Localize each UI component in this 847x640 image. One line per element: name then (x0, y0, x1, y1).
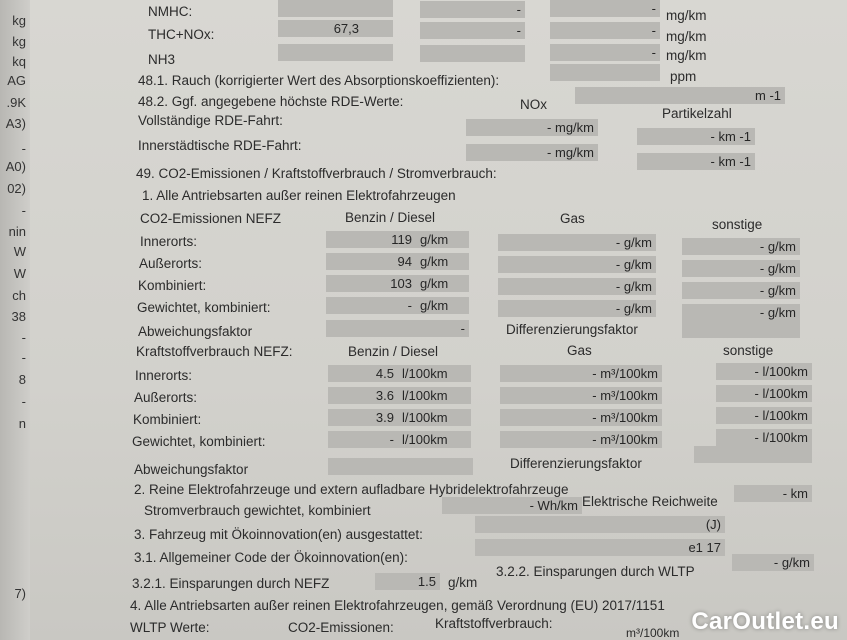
fuel_rows-gas-cell: - m³/100km (500, 431, 662, 448)
fuel_rows-sonstige-cell: - l/100km (716, 385, 812, 402)
margin-fragment: W (13, 266, 26, 281)
benzin-value: 3.6 (375, 388, 394, 403)
section-49-4: 4. Alle Antriebsarten außer reinen Elektrofahrzeugen, gemäß Verordnung (EU) 2017/1151 (130, 598, 665, 613)
margin-fragment: - (21, 394, 26, 409)
diff-factor-box-2 (694, 446, 812, 463)
fuel_rows-benzin-cell (328, 387, 471, 404)
co2_rows-sonstige-cell: - g/km (682, 304, 800, 321)
fuel_rows-sonstige-cell: - l/100km (716, 407, 812, 424)
range-value: - km (734, 485, 812, 502)
nmhc-unit: mg/km (666, 8, 707, 23)
rde-full-label: Vollständige RDE-Fahrt: (138, 113, 283, 128)
deviation-label-1: Abweichungsfaktor (138, 324, 253, 339)
section-49-1: 1. Alle Antriebsarten außer reinen Elektrofahrzeugen (142, 188, 456, 203)
wltp-savings-value: - g/km (732, 554, 814, 571)
nh3-label: NH3 (148, 52, 176, 67)
fuel-header: Kraftstoffverbrauch NEFZ: (136, 344, 293, 359)
benzin-unit: g/km (420, 254, 449, 269)
co2_rows-sonstige-cell: - g/km (682, 260, 800, 277)
col-sonstige-fuel: sonstige (723, 343, 774, 358)
co2_rows-benzin-cell (326, 297, 469, 314)
particle-header: Partikelzahl (662, 106, 732, 121)
section-48-2: 48.2. Ggf. angegebene höchste RDE-Werte: (138, 94, 404, 109)
wltp-co2-label: CO2-Emissionen: (288, 620, 394, 635)
co2_rows-gas-cell: - g/km (498, 300, 656, 317)
eco-flag-value: (J) (475, 516, 725, 533)
nmhc-dash-1: - (420, 1, 525, 18)
deviation-label-2: Abweichungsfaktor (134, 462, 249, 477)
margin-fragment: 02) (7, 181, 26, 196)
thc-nox-number: 67,3 (333, 21, 359, 36)
margin-fragment: kg (12, 34, 26, 49)
benzin-value: 3.9 (375, 410, 394, 425)
margin-fragment: A0) (5, 159, 26, 174)
margin-fragment: n (18, 416, 26, 431)
fuel_rows-label: Kombiniert: (133, 412, 202, 427)
nh3-unit: mg/km (666, 48, 707, 63)
benzin-unit: g/km (420, 298, 449, 313)
adjacent-page-strip (0, 0, 31, 640)
co2-header: CO2-Emissionen NEFZ (140, 211, 282, 226)
nh3-box-2 (420, 45, 525, 62)
co2_rows-sonstige-cell: - g/km (682, 282, 800, 299)
nmhc-value-box (278, 0, 393, 17)
rde-urban-label: Innerstädtische RDE-Fahrt: (138, 138, 302, 153)
rde-urban-nox: - mg/km (466, 144, 598, 161)
deviation-value-1: - (326, 320, 469, 337)
co2_rows-gas-cell: - g/km (498, 278, 656, 295)
col-benzin-fuel: Benzin / Diesel (348, 344, 439, 359)
wltp-fuel-label: Kraftstoffverbrauch: (435, 616, 553, 631)
margin-fragment: nin (8, 224, 26, 239)
fuel_rows-label: Innerorts: (135, 368, 193, 383)
co2_rows-gas-cell: - g/km (498, 234, 656, 251)
diff-factor-box-1 (682, 321, 800, 338)
co2_rows-benzin-cell (326, 253, 469, 270)
rde-full-nox: - mg/km (466, 119, 598, 136)
benzin-unit: g/km (420, 232, 449, 247)
col-sonstige-co2: sonstige (712, 217, 763, 232)
watermark-logo: CarOutlet.eu (691, 608, 839, 635)
co2_rows-label: Kombiniert: (138, 278, 207, 293)
co2_rows-gas-cell: - g/km (498, 256, 656, 273)
thc-nox-label: THC+NOx: (148, 27, 215, 42)
benzin-unit: g/km (420, 276, 449, 291)
fuel_rows-benzin-cell (328, 365, 471, 382)
benzin-value: 4.5 (375, 366, 394, 381)
co2_rows-benzin-cell (326, 275, 469, 292)
margin-fragment: - (21, 203, 26, 218)
diff-factor-label-2: Differenzierungsfaktor (510, 456, 642, 471)
fuel_rows-benzin-cell (328, 409, 471, 426)
co2_rows-label: Gewichtet, kombiniert: (137, 300, 271, 315)
wltp-label: WLTP Werte: (130, 620, 210, 635)
ppm-box (550, 64, 660, 81)
fuel_rows-gas-cell: - m³/100km (500, 387, 662, 404)
section-49-3: 3. Fahrzeug mit Ökoinnovation(en) ausgestattet: (134, 527, 423, 542)
section-49-title: 49. CO2-Emissionen / Kraftstoffverbrauch / Stromverbrauch: (136, 166, 497, 181)
nox-header: NOx (520, 97, 547, 112)
margin-fragment: kg (12, 13, 26, 28)
fuel_rows-gas-cell: - m³/100km (500, 365, 662, 382)
margin-fragment: AG (7, 73, 26, 88)
section-49-2: 2. Reine Elektrofahrzeuge und extern aufladbare Hybridelektrofahrzeuge (134, 482, 569, 497)
fuel_rows-benzin-cell (328, 431, 471, 448)
thc-dash-1: - (420, 22, 525, 39)
co2_rows-label: Außerorts: (139, 256, 203, 271)
deviation-box-2 (328, 458, 473, 475)
thc-nox-value (278, 20, 393, 37)
benzin-unit: l/100km (402, 366, 448, 381)
diff-factor-label-1: Differenzierungsfaktor (506, 322, 638, 337)
col-benzin-co2: Benzin / Diesel (345, 210, 436, 225)
benzin-unit: l/100km (402, 432, 448, 447)
fuel_rows-label: Gewichtet, kombiniert: (132, 434, 266, 449)
co2_rows-sonstige-cell: - g/km (682, 238, 800, 255)
benzin-value: 119 (391, 232, 412, 247)
nefz-savings-value: 1.5 (375, 573, 440, 590)
section-49-3-2-2: 3.2.2. Einsparungen durch WLTP (496, 564, 695, 579)
margin-fragment: A3) (5, 116, 26, 131)
margin-fragment: 8 (18, 372, 26, 387)
thc-unit: mg/km (666, 29, 707, 44)
fuel_rows-label: Außerorts: (134, 390, 198, 405)
nmhc-label: NMHC: (148, 4, 193, 19)
power-label: Stromverbrauch gewichtet, kombiniert (144, 503, 371, 518)
rde-full-pn: - km -1 (637, 128, 755, 145)
eco-code-value: e1 17 (475, 539, 725, 556)
thc-dash-2: - (550, 22, 660, 39)
margin-fragment: - (21, 141, 26, 156)
benzin-unit: l/100km (402, 388, 448, 403)
margin-fragment: 38 (11, 309, 26, 324)
wltp-unit: m³/100km (626, 626, 680, 640)
section-49-3-2-1: 3.2.1. Einsparungen durch NEFZ (132, 576, 330, 591)
fuel_rows-sonstige-cell: - l/100km (716, 429, 812, 446)
margin-fragment: 7) (14, 586, 26, 601)
nmhc-dash-2: - (550, 0, 660, 17)
co2_rows-label: Innerorts: (140, 234, 198, 249)
margin-fragment: W (13, 244, 26, 259)
fuel_rows-gas-cell: - m³/100km (500, 409, 662, 426)
nefz-savings-unit: g/km (448, 575, 478, 590)
benzin-value: - (389, 432, 394, 447)
range-label: Elektrische Reichweite (582, 494, 718, 509)
section-49-3-1: 3.1. Allgemeiner Code der Ökoinnovation(en): (134, 550, 408, 565)
margin-fragment: .9K (6, 95, 26, 110)
col-gas-co2: Gas (560, 211, 585, 226)
ppm-unit: ppm (670, 69, 697, 84)
rde-urban-pn: - km -1 (637, 153, 755, 170)
margin-fragment: - (21, 350, 26, 365)
document-page (30, 0, 847, 640)
smoke-value: m -1 (575, 87, 785, 104)
margin-fragment: - (21, 330, 26, 345)
benzin-value: 103 (390, 276, 412, 291)
margin-fragment: ch (12, 288, 26, 303)
nh3-box-1 (278, 44, 393, 61)
co2_rows-benzin-cell (326, 231, 469, 248)
benzin-value: 94 (397, 254, 412, 269)
fuel_rows-sonstige-cell: - l/100km (716, 363, 812, 380)
benzin-unit: l/100km (402, 410, 448, 425)
col-gas-fuel: Gas (567, 343, 592, 358)
margin-fragment: kq (12, 54, 26, 69)
section-48-1: 48.1. Rauch (korrigierter Wert des Absorptionskoeffizienten): (138, 73, 500, 88)
power-value: - Wh/km (442, 497, 582, 514)
benzin-value: - (407, 298, 412, 313)
nh3-dash: - (550, 44, 660, 61)
